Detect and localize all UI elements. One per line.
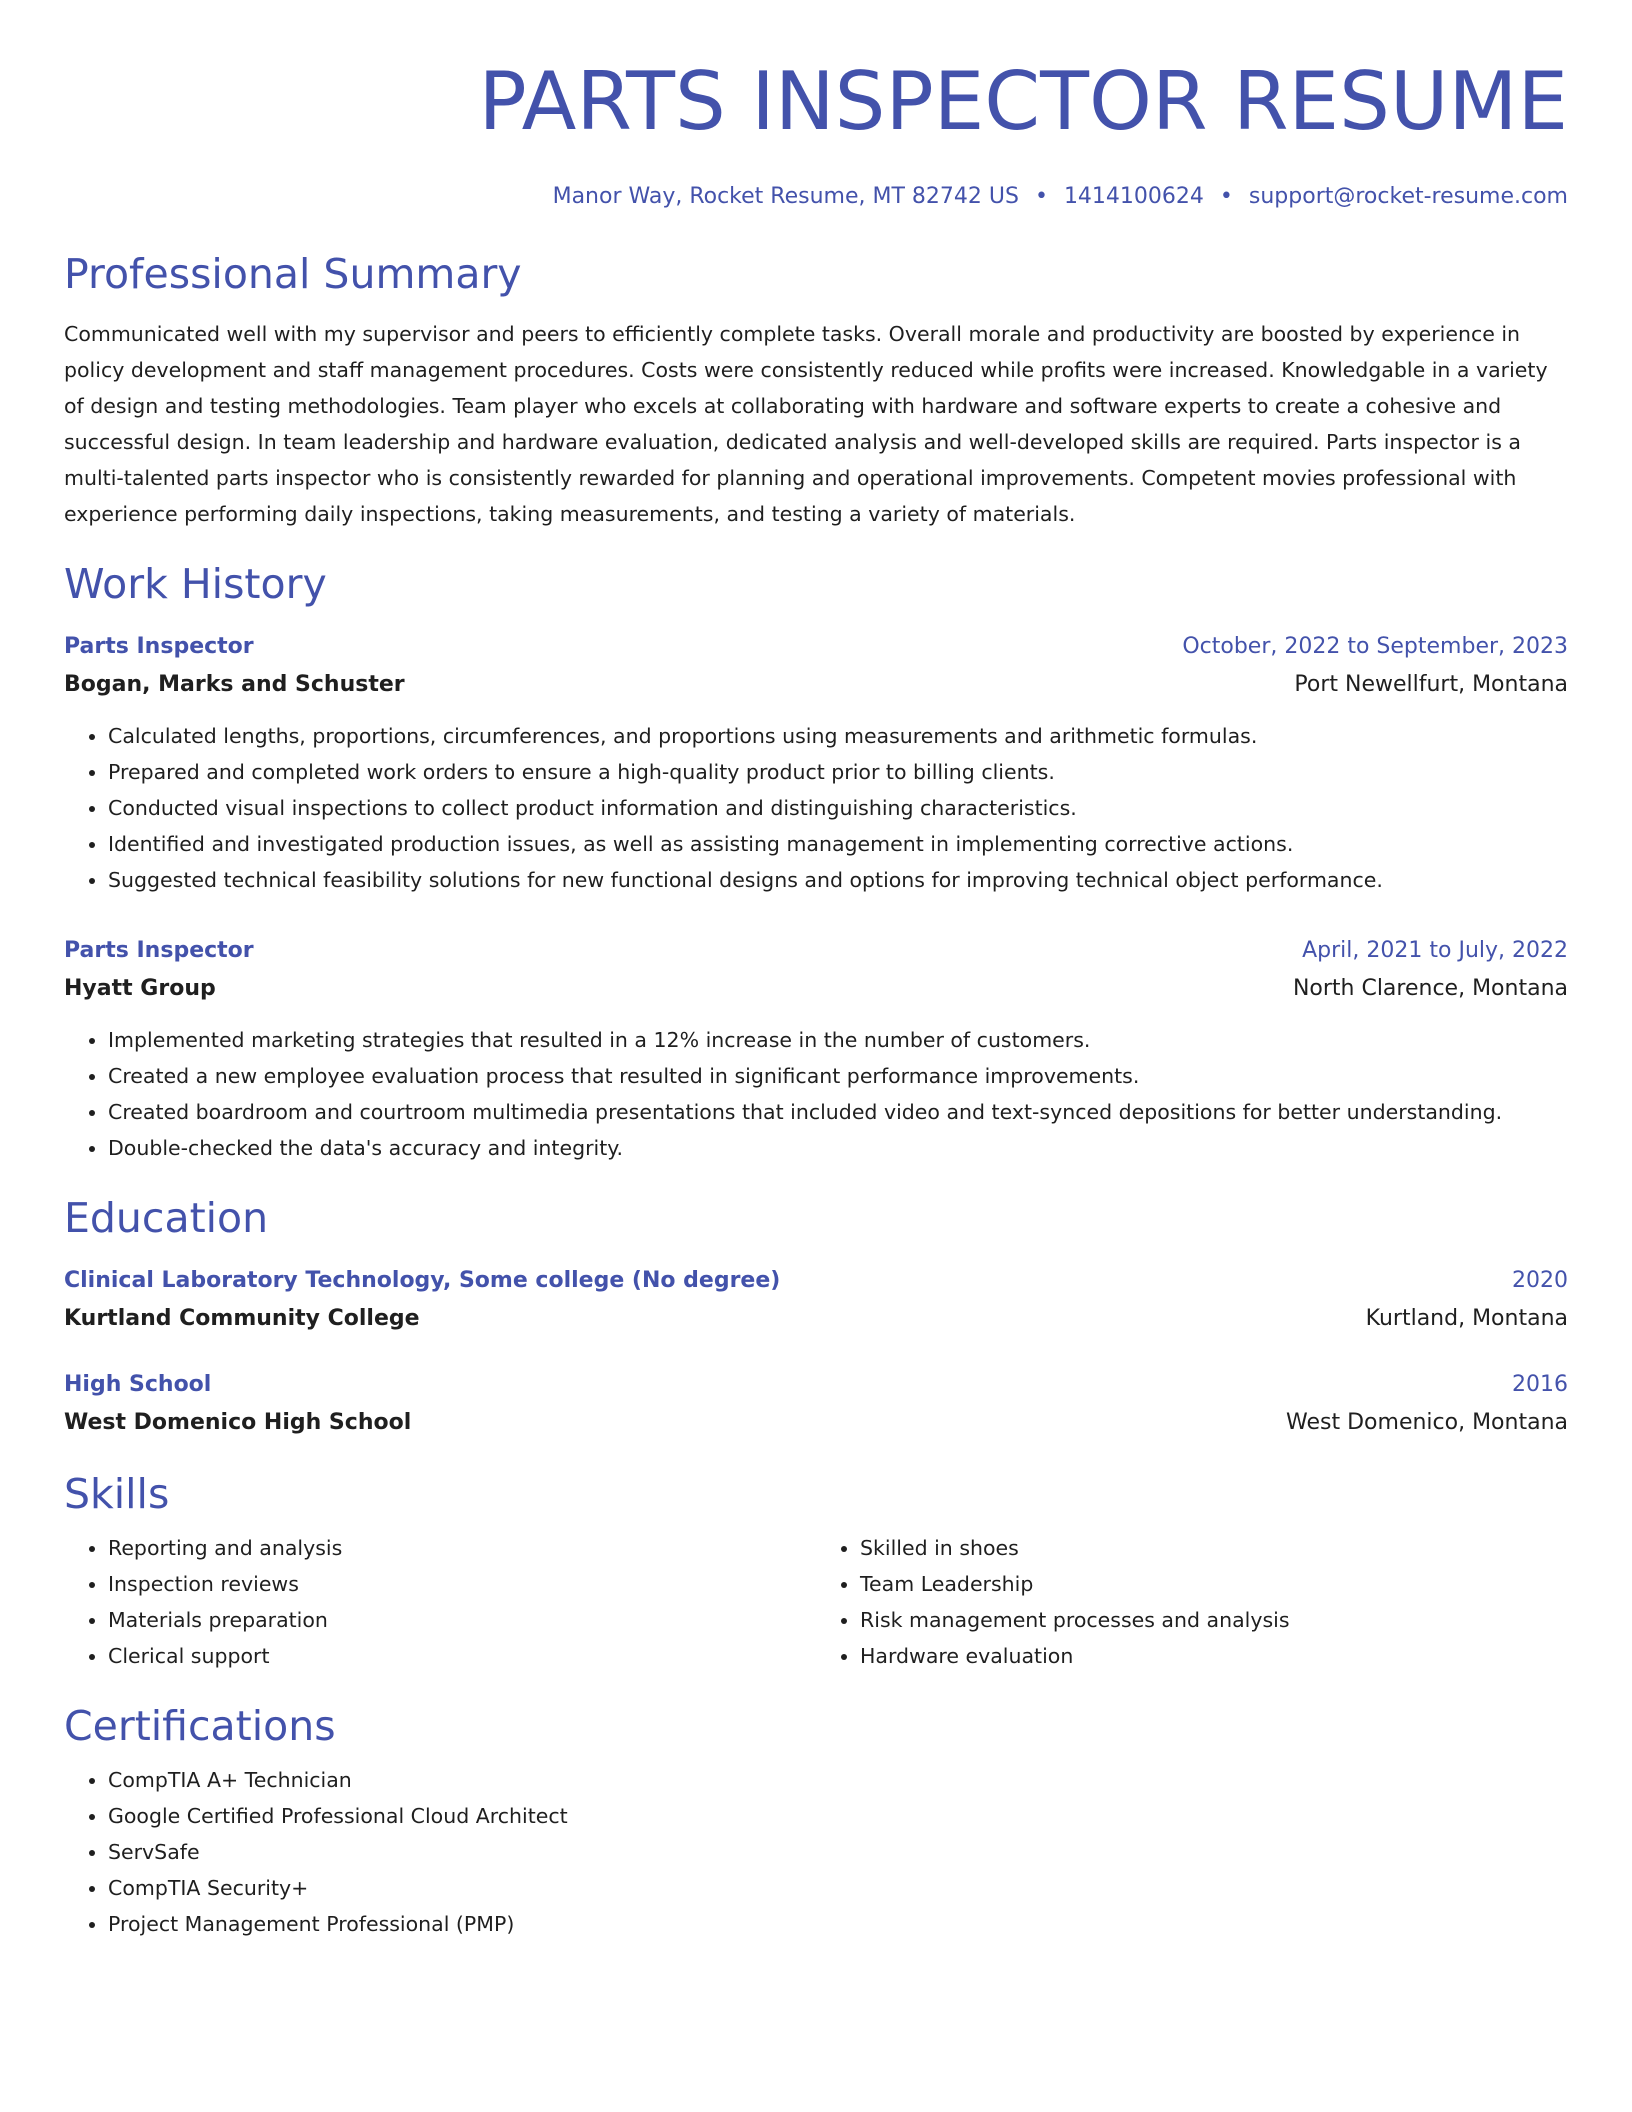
skill-item: • Hardware evaluation (860, 1638, 1568, 1674)
skill-item: • Clerical support (108, 1638, 816, 1674)
job-bullet: • Prepared and completed work orders to ensure a high-quality product prior to billing clients. (108, 754, 1568, 790)
contact-email[interactable]: support@rocket-resume.com (1248, 184, 1568, 209)
education-year: 2020 (1512, 1268, 1568, 1293)
skills-column-right (816, 1530, 1568, 1674)
education-school: Kurtland Community College (64, 1306, 420, 1331)
job-company-row (64, 666, 1568, 704)
skill-item: • Team Leadership (860, 1566, 1568, 1602)
section-title-summary: Professional Summary (64, 250, 522, 298)
certification-item: • ServSafe (108, 1834, 1568, 1870)
job-bullets (64, 1022, 1568, 1166)
section-title-skills: Skills (64, 1470, 170, 1518)
job-bullet: • Identified and investigated production issues, as well as assisting management in implementing corrective actions. (108, 826, 1568, 862)
job-role: Parts Inspector (64, 938, 254, 963)
job-location: North Clarence, Montana (1292, 976, 1568, 1001)
job-entry (64, 932, 1568, 1166)
section-title-certifications: Certifications (64, 1702, 336, 1750)
resume-title: PARTS INSPECTOR RESUME (478, 55, 1568, 148)
certification-item: • Project Management Professional (PMP) (108, 1906, 1568, 1942)
skill-item: • Materials preparation (108, 1602, 816, 1638)
education-header-row (64, 1366, 1568, 1404)
skills-column-left (64, 1530, 816, 1674)
job-role: Parts Inspector (64, 634, 254, 659)
job-dates: October, 2022 to September, 2023 (1182, 634, 1568, 659)
education-school-row (64, 1404, 1568, 1442)
section-title-work-history: Work History (64, 560, 327, 608)
job-bullet: • Double-checked the data's accuracy and integrity. (108, 1130, 1568, 1166)
education-entry (64, 1262, 1568, 1338)
job-bullet: • Conducted visual inspections to collect product information and distinguishing characteristics. (108, 790, 1568, 826)
contact-address: Manor Way, Rocket Resume, MT 82742 US (552, 184, 1019, 209)
section-title-education: Education (64, 1194, 269, 1242)
education-header-row (64, 1262, 1568, 1300)
skill-item: • Reporting and analysis (108, 1530, 816, 1566)
education-location: West Domenico, Montana (1286, 1410, 1568, 1435)
job-bullet: • Suggested technical feasibility solutions for new functional designs and options for improving technical object performance. (108, 862, 1568, 898)
skills-grid (64, 1530, 1568, 1674)
certification-item: • CompTIA Security+ (108, 1870, 1568, 1906)
job-company-row (64, 970, 1568, 1008)
job-bullet: • Created a new employee evaluation process that resulted in significant performance improvements. (108, 1058, 1568, 1094)
certification-item: • Google Certified Professional Cloud Architect (108, 1798, 1568, 1834)
education-degree: High School (64, 1372, 212, 1397)
skill-item: • Risk management processes and analysis (860, 1602, 1568, 1638)
certifications-list (64, 1762, 1568, 1942)
resume-header (64, 52, 1568, 212)
education-degree: Clinical Laboratory Technology, Some college (No degree) (64, 1268, 781, 1293)
skill-item: • Inspection reviews (108, 1566, 816, 1602)
education-year: 2016 (1512, 1372, 1568, 1397)
contact-separator: • (1219, 184, 1233, 209)
job-header-row (64, 628, 1568, 666)
education-school: West Domenico High School (64, 1410, 412, 1435)
education-school-row (64, 1300, 1568, 1338)
skill-item: • Skilled in shoes (860, 1530, 1568, 1566)
contact-phone[interactable]: 1414100624 (1063, 184, 1204, 209)
education-location: Kurtland, Montana (1365, 1306, 1568, 1331)
job-bullet: • Created boardroom and courtroom multimedia presentations that included video and text-synced depositions for better understanding. (108, 1094, 1568, 1130)
education-entry (64, 1366, 1568, 1442)
job-entry (64, 628, 1568, 898)
job-company: Hyatt Group (64, 976, 216, 1001)
certification-item: • CompTIA A+ Technician (108, 1762, 1568, 1798)
summary-text: Communicated well with my supervisor and peers to efficiently complete tasks. Overall morale and productivity are boosted by experience in policy development and staff management procedures. Costs were consistently reduced while profits were increased. Knowledgable in a variety of design and testing methodologies. Team player who excels at collaborating with hardware and software experts to create a cohesive and successful design. In team leadership and hardware evaluation, dedicated analysis and well-developed skills are required. Parts inspector is a multi-talented parts inspector who is consistently rewarded for planning and operational improvements. Competent movies professional with experience performing daily inspections, taking measurements, and testing a variety of materials. (64, 322, 1548, 526)
job-bullet: • Calculated lengths, proportions, circumferences, and proportions using measurements and arithmetic formulas. (108, 718, 1568, 754)
contact-line (64, 182, 1568, 212)
job-bullets (64, 718, 1568, 898)
job-company: Bogan, Marks and Schuster (64, 672, 405, 697)
contact-separator: • (1034, 184, 1048, 209)
job-header-row (64, 932, 1568, 970)
job-location: Port Newellfurt, Montana (1294, 672, 1568, 697)
job-dates: April, 2021 to July, 2022 (1302, 938, 1568, 963)
job-bullet: • Implemented marketing strategies that resulted in a 12% increase in the number of customers. (108, 1022, 1568, 1058)
